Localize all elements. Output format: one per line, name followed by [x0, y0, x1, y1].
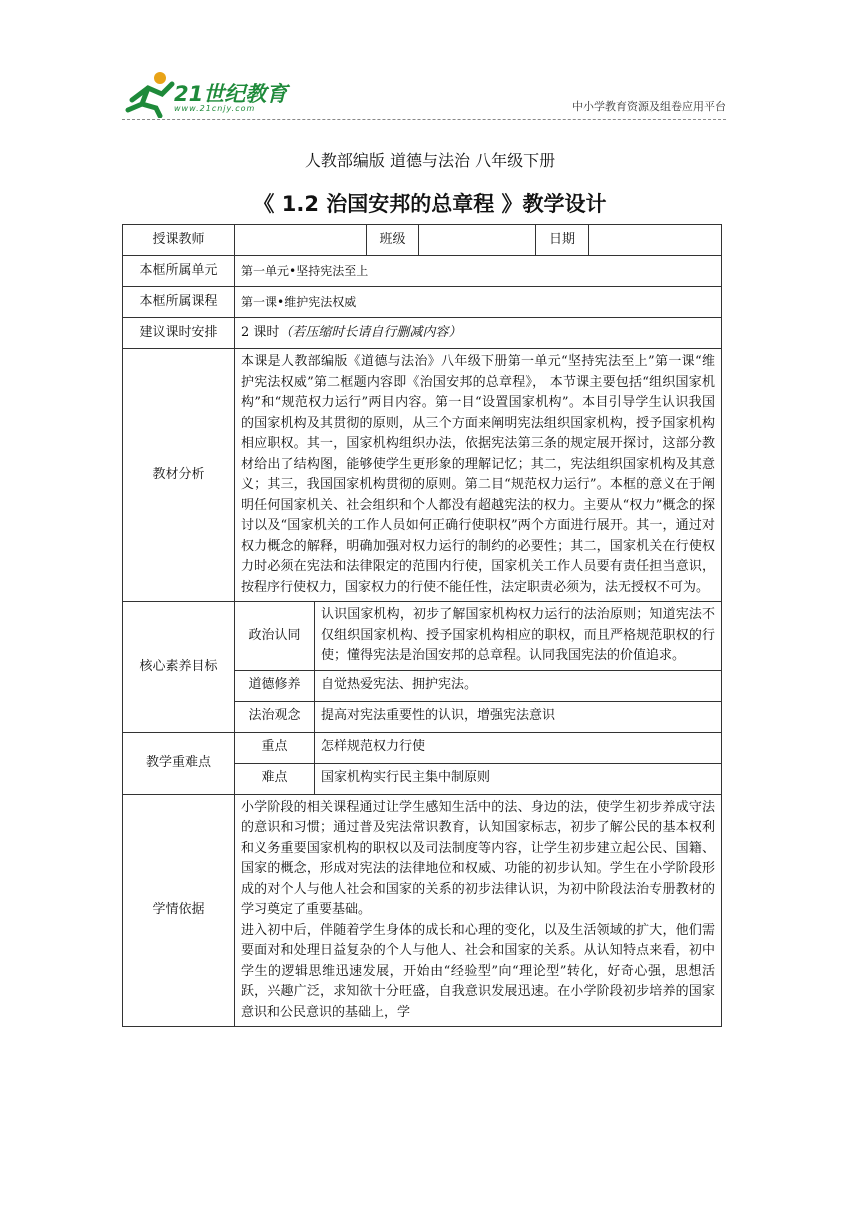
course-value: 第一课•维护宪法权威: [235, 287, 722, 318]
student-paragraph: 小学阶段的相关课程通过让学生感知生活中的法、身边的法，使学生初步养成守法的意识和习惯；通过普及宪法常识教育，认知国家标志，初步了解公民的基本权利和义务重要国家机构的职权以及司法制度等内容，让学生初步建立起公民、国籍、国家的概念，形成对宪法的法律地位和权威、功能的初步认知。学生在小学阶段形成的对个人与他人社会和国家的关系的初步法律认识，为初中阶段法治专册教材的学习奠定了重要基础。: [241, 799, 715, 917]
table-row: [123, 794, 722, 1027]
unit-value: 第一单元•坚持宪法至上: [235, 256, 722, 287]
core-item-text: 认识国家机构，初步了解国家机构权力运行的法治原则；知道宪法不仅组织国家机构、授予国家机构相应的职权，而且严格规范职权的行使；懂得宪法是治国安邦的总章程。认同我国宪法的价值追求。: [315, 602, 722, 671]
core-item-label: 法治观念: [235, 701, 315, 732]
schedule-value: [235, 318, 722, 349]
key-label: 教学重难点: [123, 732, 235, 794]
header-divider: [122, 119, 726, 120]
key-item-text: 国家机构实行民主集中制原则: [315, 763, 722, 794]
course-label: 本框所属课程: [123, 287, 235, 318]
date-value[interactable]: [589, 225, 722, 256]
analysis-label: 教材分析: [123, 349, 235, 602]
table-row: [123, 318, 722, 349]
key-item-label: 重点: [235, 732, 315, 763]
date-label: 日期: [536, 225, 589, 256]
student-paragraph: 进入初中后，伴随着学生身体的成长和心理的变化，以及生活领域的扩大，他们需要面对和处理日益复杂的个人与他人、社会和国家的关系。从认知特点来看，初中学生的逻辑思维迅速发展，开始由“经验型”向“理论型”转化，好奇心强，思想活跃，兴趣广泛，求知欲十分旺盛，自我意识发展迅速。在小学阶段初步培养的国家意识和公民意识的基础上，学: [241, 922, 715, 1020]
core-item-text: 提高对宪法重要性的认识，增强宪法意识: [315, 701, 722, 732]
class-label: 班级: [367, 225, 419, 256]
runner-logo-icon: [122, 70, 178, 118]
core-item-label: 道德修养: [235, 670, 315, 701]
schedule-hours: 2 课时: [241, 324, 280, 340]
schedule-note: （若压缩时长请自行删减内容）: [279, 324, 462, 340]
table-row: [123, 349, 722, 602]
schedule-label: 建议课时安排: [123, 318, 235, 349]
core-item-text: 自觉热爱宪法、拥护宪法。: [315, 670, 722, 701]
table-row: [123, 256, 722, 287]
analysis-text: 本课是人教部编版《道德与法治》八年级下册第一单元“坚持宪法至上”第一课“维护宪法权威”第二框题内容即《治国安邦的总章程》， 本节课主要包括“组织国家机构”和“规范权力运行”两目内容。第一目“设置国家机构”。本目引导学生认识我国的国家机构及其贯彻的原则，从三个方面来阐明宪法组织国家机构，授予国家机构相应职权。其一，国家机构组织办法，依据宪法第三条的规定展开探讨，这部分教材给出了结构图，能够使学生更形象的理解记忆；其二，宪法组织国家机构及其意义；其三，我国国家机构贯彻的原则。第二目“规范权力运行”。本框的意义在于阐明任何国家机关、社会组织和个人都没有超越宪法的权力。主要从“权力”概念的探讨以及“国家机关的工作人员如何正确行使职权”两个方面进行展开。其一，通过对权力概念的解释，明确加强对权力运行的制约的必要性；其二，国家机关在行使权力时必须在宪法和法律限定的范围内行使，国家机关工作人员要有责任担当意识，按程序行使权力，国家权力的行使不能任性，法定职责必须为，法无授权不可为。: [235, 349, 722, 602]
teacher-value[interactable]: [235, 225, 367, 256]
class-value[interactable]: [419, 225, 536, 256]
core-label: 核心素养目标: [123, 602, 235, 733]
platform-name: 中小学教育资源及组卷应用平台: [572, 100, 726, 113]
table-row: [123, 225, 722, 256]
key-item-label: 难点: [235, 763, 315, 794]
unit-label: 本框所属单元: [123, 256, 235, 287]
page-header: [122, 70, 726, 120]
logo: [122, 70, 292, 118]
student-label: 学情依据: [123, 794, 235, 1027]
student-text: [235, 794, 722, 1027]
key-item-text: 怎样规范权力行使: [315, 732, 722, 763]
core-item-label: 政治认同: [235, 602, 315, 671]
table-row: [123, 602, 722, 671]
logo-url: www.21cnjy.com: [174, 104, 256, 113]
lesson-plan-table: [122, 224, 722, 1027]
page-subtitle: 人教部编版 道德与法治 八年级下册: [304, 151, 556, 170]
logo-text: 21世纪教育: [174, 82, 288, 106]
table-row: [123, 287, 722, 318]
teacher-label: 授课教师: [123, 225, 235, 256]
page-title: 《 1.2 治国安邦的总章程 》教学设计: [253, 192, 607, 216]
table-row: [123, 732, 722, 763]
